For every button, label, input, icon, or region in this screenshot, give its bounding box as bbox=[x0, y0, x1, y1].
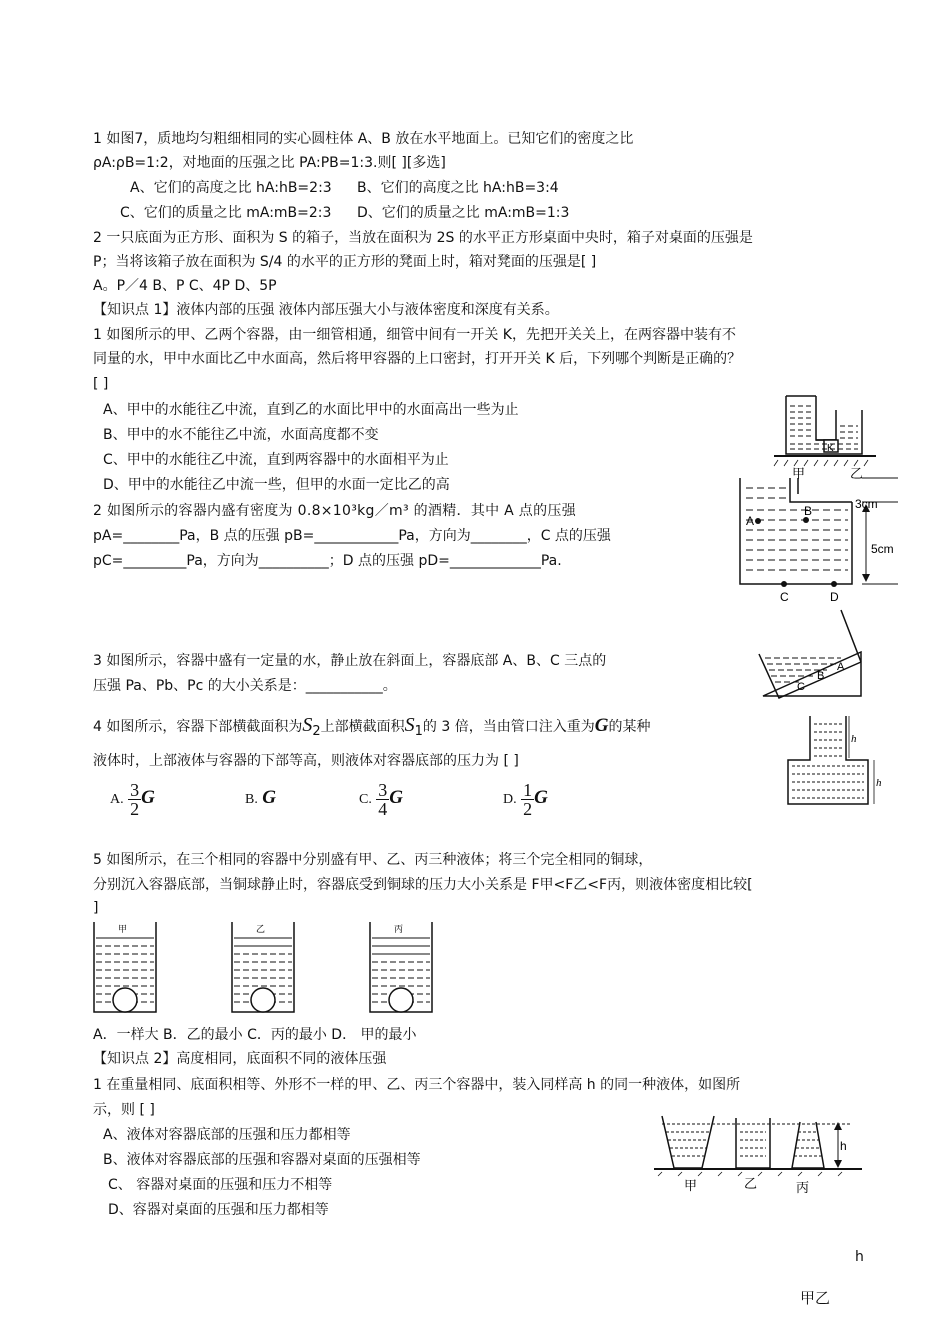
k2q1-option-a: A、液体对容器底部的压强和压力都相等 bbox=[103, 1127, 351, 1143]
container-on-slope-figure bbox=[757, 608, 867, 700]
k1q4-text-4: 的某种 bbox=[608, 719, 651, 735]
k1q5-line1: 5 如图所示，在三个相同的容器中分别盛有甲、乙、丙三种液体；将三个完全相同的铜球， bbox=[93, 852, 653, 868]
option-a-g: G bbox=[141, 787, 155, 808]
k1q4-option-a bbox=[110, 776, 155, 822]
shape-container-bing-label: 丙 bbox=[796, 1181, 810, 1196]
lower-height-label: h bbox=[876, 777, 882, 789]
fraction-denominator: 2 bbox=[130, 798, 140, 819]
k1q3-line2: 压强 Pa、Pb、Pc 的大小关系是：___________。 bbox=[93, 678, 397, 694]
ball-container-yi-label: 乙 bbox=[256, 925, 266, 935]
ball-container-bing-label: 丙 bbox=[394, 925, 404, 935]
k1q1-option-c: C、甲中的水能往乙中流，直到两容器中的水面相平为止 bbox=[103, 452, 449, 468]
k1q1-bracket: [ ] bbox=[93, 376, 109, 392]
k1q1-option-d: D、甲中的水能往乙中流一些，但甲的水面一定比乙的高 bbox=[103, 477, 450, 493]
alcohol-container-figure bbox=[730, 474, 900, 606]
k2q1-option-d: D、容器对桌面的压强和压力都相等 bbox=[108, 1202, 329, 1218]
k1q2-line3: pC=_________Pa，方向为__________；D 点的压强 pD=_____________Pa. bbox=[93, 553, 562, 569]
symbol-s2: S bbox=[302, 714, 313, 736]
point-a-label: A bbox=[746, 514, 755, 528]
k2q1-option-b: B、液体对容器底部的压强和容器对桌面的压强相等 bbox=[103, 1152, 421, 1168]
k1q4-option-b bbox=[245, 776, 276, 822]
option-d-label: D. bbox=[503, 792, 517, 807]
k1q1-option-b: B、甲中的水不能往乙中流，水面高度都不变 bbox=[103, 427, 379, 443]
k1q4-option-d bbox=[503, 776, 548, 822]
container-jia-label: 甲 bbox=[792, 467, 806, 482]
option-d-fraction bbox=[521, 781, 534, 818]
option-b-label: B. bbox=[245, 792, 258, 807]
k1q4-line2: 液体时，上部液体与容器的下部等高，则液体对容器底部的压力为 [ ] bbox=[93, 753, 519, 769]
slope-point-b-label: B bbox=[817, 670, 825, 682]
point-c-label: C bbox=[780, 590, 789, 604]
symbol-s1-subscript: 1 bbox=[414, 723, 423, 739]
k2q1-option-c: C、 容器对桌面的压强和压力不相等 bbox=[108, 1177, 333, 1193]
fraction-numerator: 1 bbox=[523, 779, 533, 800]
height-h-label: h bbox=[840, 1139, 847, 1153]
option-b-g: G bbox=[262, 787, 277, 808]
slope-point-a-label: A bbox=[837, 661, 845, 673]
option-a-label: A. bbox=[110, 792, 124, 807]
switch-k-label: K bbox=[827, 443, 834, 454]
k1q2-line1: 2 如图所示的容器内盛有密度为 0.8×10³kg／m³ 的酒精．其中 A 点的压强 bbox=[93, 503, 576, 519]
q2-options: A。P／4 B、P C、4P D、5P bbox=[93, 278, 277, 294]
shape-container-yi-label: 乙 bbox=[744, 1177, 758, 1192]
fraction-numerator: 3 bbox=[378, 779, 388, 800]
container-yi-label: 乙 bbox=[850, 467, 864, 482]
option-c-g: G bbox=[389, 787, 404, 808]
k1q5-options: A．一样大 B．乙的最小 C．丙的最小 D． 甲的最小 bbox=[93, 1027, 417, 1043]
k1q4-option-c bbox=[359, 776, 403, 822]
k1q4-text-3: 的 3 倍，当由管口注入重为 bbox=[422, 719, 595, 735]
k1q4-line1 bbox=[93, 712, 650, 745]
k1q4-text-1: 4 如图所示，容器下部横截面积为 bbox=[93, 719, 303, 735]
q1-option-d: D、它们的质量之比 mA:mB=1:3 bbox=[357, 205, 570, 221]
k1q4-text-2: 上部横截面积 bbox=[320, 719, 405, 735]
dimension-5cm-label: 5cm bbox=[871, 542, 894, 556]
ball-container-jia-label: 甲 bbox=[118, 925, 128, 935]
knowledge-point-2-heading: 【知识点 2】高度相同，底面积不同的液体压强 bbox=[93, 1051, 387, 1067]
k2q1-line1: 1 在重量相同、底面积相等、外形不一样的甲、乙、丙三个容器中，装入同样高 h 的同一种液体，如图所 bbox=[93, 1077, 741, 1093]
q2-line2: P；当将该箱子放在面积为 S/4 的水平的正方形的凳面上时，箱对凳面的压强是[ ] bbox=[93, 254, 597, 270]
k1q1-line1: 1 如图所示的甲、乙两个容器，由一细管相通，细管中间有一开关 K，先把开关关上，在两容器中装有不 bbox=[93, 327, 736, 343]
k1q5-line3: ] bbox=[93, 900, 99, 916]
option-d-g: G bbox=[534, 787, 548, 808]
footer-jiayi-label: 甲乙 bbox=[800, 1289, 831, 1307]
dimension-3cm-label: 3cm bbox=[855, 497, 878, 511]
point-b-label: B bbox=[804, 504, 813, 518]
symbol-s2-subscript: 2 bbox=[312, 723, 321, 739]
k1q5-line2: 分别沉入容器底部，当铜球静止时，容器底受到铜球的压力大小关系是 F甲<F乙<F丙，则液体密度相比较[ bbox=[93, 877, 753, 893]
symbol-g: G bbox=[594, 715, 609, 736]
q2-line1: 2 一只底面为正方形、面积为 S 的箱子，当放在面积为 2S 的水平正方形桌面中央时，箱子对桌面的压强是 bbox=[93, 230, 753, 246]
upper-height-label: h bbox=[851, 733, 857, 745]
q1-option-b: B、它们的高度之比 hA:hB=3:4 bbox=[357, 180, 559, 196]
q1-option-a: A、它们的高度之比 hA:hB=2:3 bbox=[130, 180, 332, 196]
q1-line1: 1 如图7，质地均匀粗细相同的实心圆柱体 A、B 放在水平地面上。已知它们的密度之比 bbox=[93, 131, 634, 147]
option-c-label: C. bbox=[359, 792, 372, 807]
option-c-fraction bbox=[376, 781, 389, 818]
fraction-denominator: 4 bbox=[378, 798, 388, 819]
symbol-s1: S bbox=[404, 714, 415, 736]
option-a-fraction bbox=[128, 781, 141, 818]
footer-h-label: h bbox=[855, 1249, 864, 1265]
fraction-denominator: 2 bbox=[523, 798, 533, 819]
point-d-label: D bbox=[830, 590, 839, 604]
stepped-container-figure bbox=[780, 712, 886, 808]
shape-container-jia-label: 甲 bbox=[684, 1179, 698, 1194]
connected-containers-figure bbox=[770, 388, 880, 482]
q1-option-c: C、它们的质量之比 mA:mB=2:3 bbox=[120, 205, 332, 221]
q1-line2: ρA:ρB=1:2，对地面的压强之比 PA:PB=1:3.则[ ][多选] bbox=[93, 155, 446, 171]
k1q1-option-a: A、甲中的水能往乙中流，直到乙的水面比甲中的水面高出一些为止 bbox=[103, 402, 519, 418]
knowledge-point-1-heading: 【知识点 1】液体内部的压强 液体内部压强大小与液体密度和深度有关系。 bbox=[93, 302, 559, 318]
three-shaped-containers-figure bbox=[652, 1108, 872, 1196]
slope-point-c-label: C bbox=[797, 681, 805, 693]
k1q1-line2: 同量的水，甲中水面比乙中水面高，然后将甲容器的上口密封，打开开关 K 后，下列哪个判断是正确的？ bbox=[93, 351, 742, 367]
three-containers-balls-figure bbox=[90, 918, 450, 1018]
k1q2-line2: pA=________Pa，B 点的压强 pB=____________Pa，方向为________，C 点的压强 bbox=[93, 528, 611, 544]
k2q1-line2: 示，则 [ ] bbox=[93, 1102, 155, 1118]
k1q3-line1: 3 如图所示，容器中盛有一定量的水，静止放在斜面上，容器底部 A、B、C 三点的 bbox=[93, 653, 607, 669]
fraction-numerator: 3 bbox=[130, 779, 140, 800]
